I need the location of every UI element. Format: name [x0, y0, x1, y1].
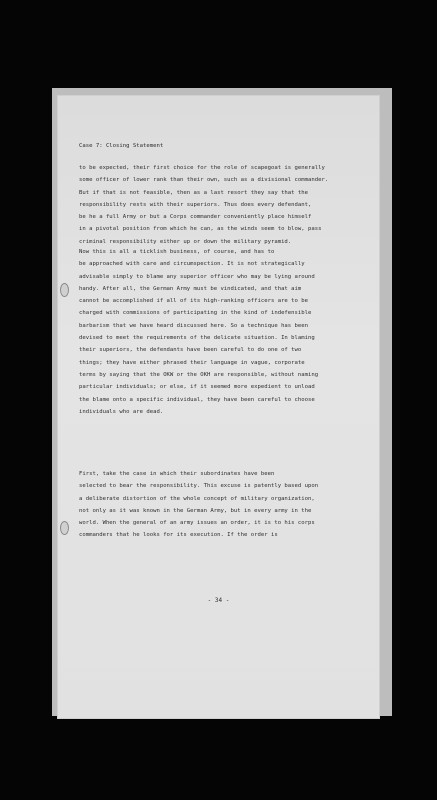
page-heading: Case 7: Closing Statement: [79, 143, 164, 149]
punch-hole-icon: [60, 283, 69, 297]
page-number: - 34 -: [207, 597, 230, 604]
punch-hole-icon: [60, 521, 69, 535]
document-page: [57, 95, 380, 719]
paragraph-3: First, take the case in which their subordinates have been selected to bear the responsibility. This excuse is patently based upon a deliberate distortion of the whole concept of military organization, not only as it was known in the German Army, but in every army in the world. When the general of an army issues an order, it is to his corps commanders that he looks for its execution. If the order is: [79, 471, 319, 539]
paragraph-1: to be expected, their first choice for the role of scapegoat is generally some officer of lower rank than their own, such as a divisional commander. But if that is not feasible, then as a last resort they say that the responsibility rests with their superiors. Thus does every defendant, be he a full Army or but a Corps commander conveniently place himself in a pivotal position from which he can, as the winds seem to blow, pass criminal responsibility either up or down the military pyramid.: [79, 165, 329, 245]
paragraph-2: Now this is all a ticklish business, of course, and has to be approached with care and circumspection. It is not strategically advisable simply to blame any superior officer who may be lying around handy. After all, the German Army must be vindicated, and that aim cannot be accomplished if all of its high-ranking officers are to be charged with commissions of participating in the kind of indefensible barbarism that we have heard discussed here. So a technique has been devised to meet the requirements of the delicate situation. In blaming their superiors, the defendants have been careful to do one of two things; they have either phrased their language in vague, corporate terms by saying that the OKW or the OKH are responsible, without naming particular individuals; or else, if it seemed more expedient to unload the blame onto a specific individual, they have been careful to choose individuals who are dead.: [79, 249, 319, 415]
